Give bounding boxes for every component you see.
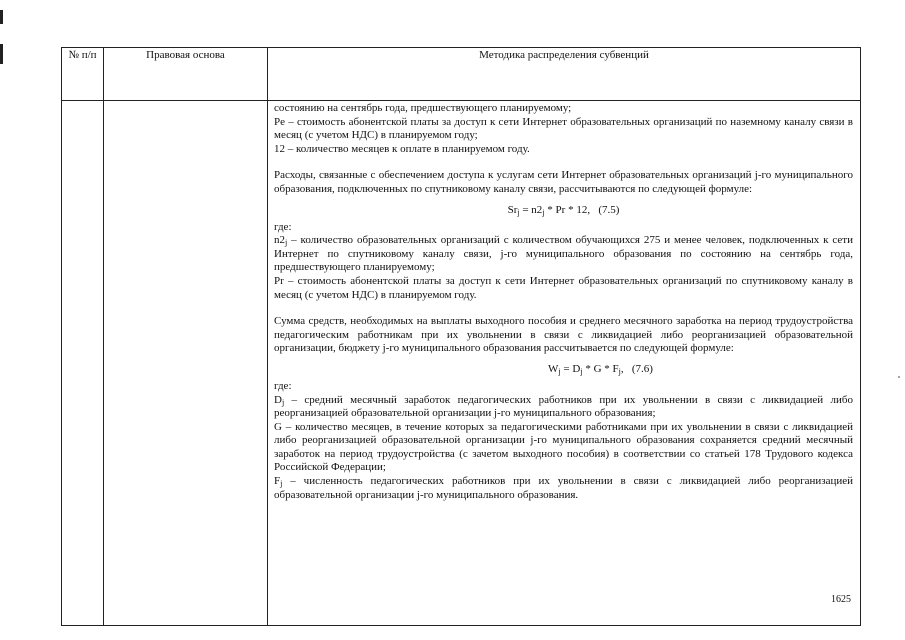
definition-f: $F_j$ – численность педагогических работников при их увольнении в связи с ликвидацией либо реорганизацией образовательной организации j-го муниципального образования. [274,475,853,501]
subvention-table [61,47,861,626]
header-legal-basis: Правовая основа [104,48,268,101]
text-line: 12 – количество месяцев к оплате в планируемом году. [274,142,530,155]
paragraph-internet-satellite: Расходы, связанные с обеспечением доступа к услугам сети Интернет образовательных организаций j-го муниципального образования, подключенных по спутниковому каналу связи, рассчитываются по следующей формуле: [274,169,853,195]
methodology-text [268,101,860,502]
page-number: 1625 [831,594,851,605]
definition-g: G – количество месяцев, в течение которых за педагогическими работниками при их увольнении в связи с ликвидацией либо реорганизацией образовательной организации j-го муниципального образования сохраняется средний месячный заработок на период трудоустройства (с зачетом выходного пособия) в соответствии со статьей 178 Трудового кодекса Российской Федерации; [274,420,853,474]
scan-edge-mark [0,10,3,24]
paragraph-severance: Сумма средств, необходимых на выплаты выходного пособия и среднего месячного заработка на период трудоустройства педагогическим работникам при их увольнении в связи с ликвидацией либо реорганизацией образовательной организации, бюджету j-го муниципального образования рассчитывается по следующей формуле: [274,315,853,355]
formula-7-5: $Sr_j = n2_j * Pr * 12$, (7.5) [507,203,620,217]
table-header-row [62,48,861,101]
header-number: № п/п [62,48,104,101]
formula-number: (7.6) [631,362,653,375]
text-line: состоянию на сентябрь года, предшествующего планируемому; [274,102,572,114]
formula-number: (7.5) [598,203,620,216]
scan-speck [898,376,900,378]
where-label: где: [274,379,292,392]
where-label: где: [274,220,292,233]
text-line: Pe – стоимость абонентской платы за доступ к сети Интернет образовательных организаций по наземному каналу связи в месяц (с учетом НДС) в планируемом году; [274,115,853,142]
formula-7-6: $W_j = D_j * G * F_j$, (7.6) [548,362,653,376]
header-methodology: Методика распределения субвенций [268,48,861,101]
definition-pr: Pr – стоимость абонентской платы за доступ к сети Интернет образовательных организаций по спутниковому каналу в месяц (с учетом НДС) в планируемом году. [274,274,853,301]
cell-legal-basis [104,101,268,626]
cell-number [62,101,104,626]
definition-n2: $n2_j$ – количество образовательных организаций с количеством обучающихся 275 и менее человек, подключенных к сети Интернет по спутниковому каналу связи, j-го муниципального образования по состоянию на сентябрь года, предшествующего планируемому; [274,234,853,274]
table-row [62,101,861,626]
cell-methodology [268,101,861,626]
scan-edge-mark [0,44,3,64]
definition-d: $D_j$ – средний месячный заработок педагогических работников при их увольнении в связи с ликвидацией либо реорганизацией образовательной организации j-го муниципального образования; [274,393,853,420]
